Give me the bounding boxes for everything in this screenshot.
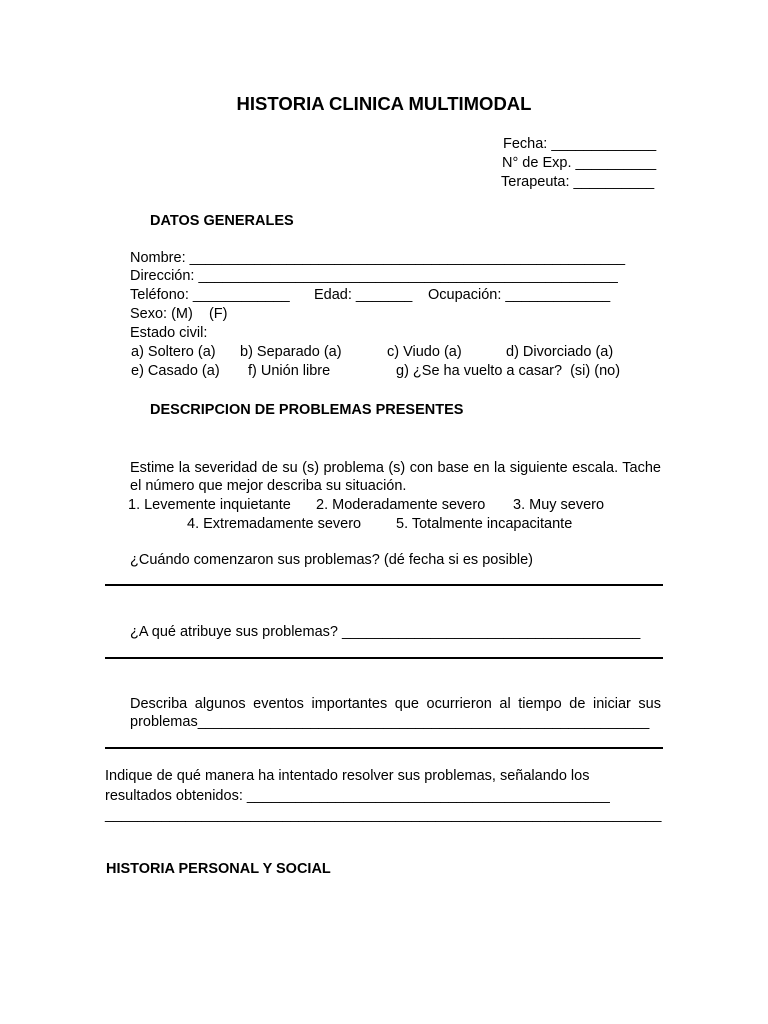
scale-option-5[interactable]: 5. Totalmente incapacitante xyxy=(396,516,573,532)
page-title: HISTORIA CLINICA MULTIMODAL xyxy=(236,93,532,114)
sexo-field[interactable]: Sexo: (M) (F) xyxy=(130,306,228,322)
eventos-answer-line[interactable] xyxy=(105,747,663,749)
scale-option-2[interactable]: 2. Moderadamente severo xyxy=(316,497,486,513)
estado-civil-option-a[interactable]: a) Soltero (a) xyxy=(131,344,216,360)
eventos-question[interactable]: Describa algunos eventos importantes que ocurrieron al tiempo de iniciar sus problemas________________________________________________________ xyxy=(130,696,661,730)
nombre-field[interactable]: Nombre: ______________________________________________________ xyxy=(130,250,626,266)
comienzo-question: ¿Cuándo comenzaron sus problemas? (dé fecha si es posible) xyxy=(130,552,533,568)
datos-generales-heading: DATOS GENERALES xyxy=(150,213,294,229)
resolver-question-line-1: Indique de qué manera ha intentado resolver sus problemas, señalando los xyxy=(105,768,590,784)
estado-civil-option-e[interactable]: e) Casado (a) xyxy=(131,363,220,379)
severity-instructions: Estime la severidad de su (s) problema (s) con base en la siguiente escala. Tache el número que mejor describa su situación. xyxy=(130,460,661,494)
edad-field[interactable]: Edad: _______ xyxy=(314,287,413,303)
comienzo-answer-line[interactable] xyxy=(105,584,663,586)
expediente-field[interactable]: N° de Exp. __________ xyxy=(502,155,657,171)
atribuye-question[interactable]: ¿A qué atribuye sus problemas? _____________________________________ xyxy=(130,624,641,640)
estado-civil-option-c[interactable]: c) Viudo (a) xyxy=(387,344,462,360)
estado-civil-option-d[interactable]: d) Divorciado (a) xyxy=(506,344,614,360)
estado-civil-label: Estado civil: xyxy=(130,325,208,341)
terapeuta-field[interactable]: Terapeuta: __________ xyxy=(501,174,655,190)
telefono-field[interactable]: Teléfono: ____________ xyxy=(130,287,290,303)
historia-personal-heading: HISTORIA PERSONAL Y SOCIAL xyxy=(106,861,331,877)
problemas-heading: DESCRIPCION DE PROBLEMAS PRESENTES xyxy=(150,402,464,418)
direccion-field[interactable]: Dirección: ____________________________________________________ xyxy=(130,268,618,284)
scale-option-4[interactable]: 4. Extremadamente severo xyxy=(187,516,362,532)
scale-option-1[interactable]: 1. Levemente inquietante xyxy=(128,497,291,513)
ocupacion-field[interactable]: Ocupación: _____________ xyxy=(428,287,611,303)
resolver-question-line-2[interactable]: resultados obtenidos: _____________________________________________ xyxy=(105,788,610,804)
fecha-field[interactable]: Fecha: _____________ xyxy=(503,136,657,152)
scale-option-3[interactable]: 3. Muy severo xyxy=(513,497,605,513)
estado-civil-option-b[interactable]: b) Separado (a) xyxy=(240,344,342,360)
resolver-answer-line[interactable]: _____________________________________________________________________ xyxy=(105,807,662,823)
atribuye-answer-line[interactable] xyxy=(105,657,663,659)
estado-civil-option-f[interactable]: f) Unión libre xyxy=(248,363,331,379)
estado-civil-option-g[interactable]: g) ¿Se ha vuelto a casar? (si) (no) xyxy=(396,363,621,379)
